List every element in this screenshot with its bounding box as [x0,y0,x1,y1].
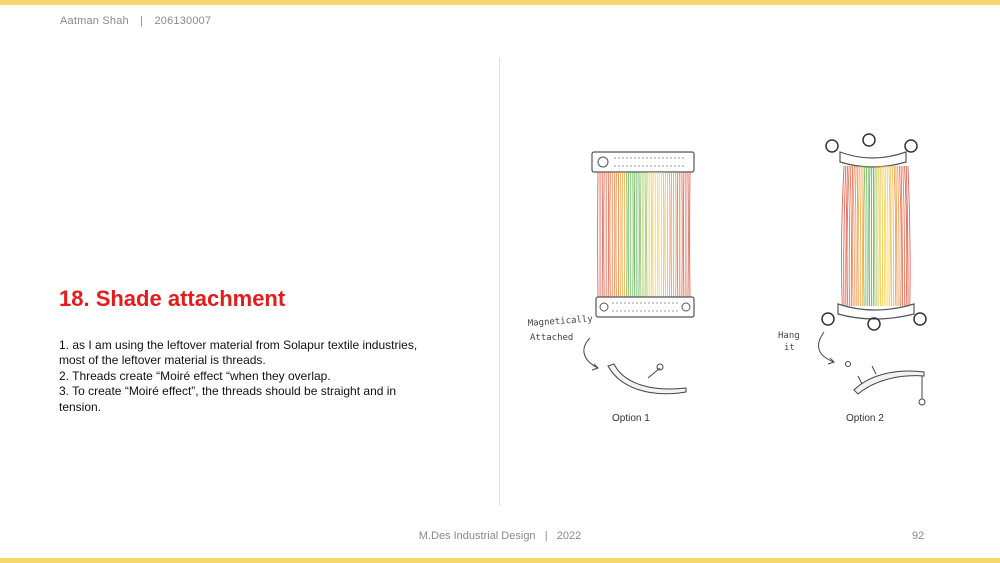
option2-hook [854,371,924,394]
option1-top-rail [592,152,694,172]
option2-bottom-ring [914,313,926,325]
option2-bottom-ring [822,313,834,325]
thread-strand [903,166,905,306]
option1-bottom-rail [596,297,694,317]
thread-strand [887,166,888,306]
option2-arrow [819,332,834,362]
thread-strand [894,166,896,306]
option1-label-line2: Attached [530,333,574,343]
option2-sketch [778,134,926,424]
option2-hook-ring [826,140,838,152]
bottom-accent-bar [0,558,1000,563]
thread-strand [869,166,870,306]
author-name: Aatman Shah [60,15,129,27]
thread-strand [866,166,867,306]
thread-strand [884,166,885,306]
option2-hook-ring [863,134,875,146]
note-item: 3. To create “Moiré effect”, the threads should be straight and in tension. [59,384,397,414]
thread-strand [891,166,892,306]
option1-caption: Option 1 [612,413,650,424]
thread-strand [857,166,858,306]
shade-sketch [510,120,980,430]
note-item: 1. as I am using the leftover material from Solapur textile industries, most of the leftover material is threads. [59,338,418,368]
thread-strand [864,166,865,306]
note-item: 2. Threads create “Moiré effect “when they overlap. [59,368,331,383]
top-accent-bar [0,0,1000,5]
header-separator: | [140,15,144,27]
option1-sketch [528,152,694,424]
header [60,15,211,27]
thread-strand [898,166,899,306]
vertical-divider [499,58,500,506]
thread-strand [858,166,859,306]
thread-strand [862,166,863,306]
thread-strand [849,166,851,306]
student-id: 206130007 [154,15,212,27]
option2-top-rail [840,152,906,167]
option2-hook-ring [905,140,917,152]
option2-label-line1: Hang [778,331,800,341]
page-title: 18. Shade attachment [59,286,286,311]
notes-list [59,338,439,415]
thread-strand [879,166,880,306]
option2-bottom-ring [868,318,880,330]
option2-threads [842,166,911,306]
thread-strand [899,166,901,306]
option1-arrow [584,338,598,368]
thread-strand [853,166,855,306]
option1-hook [608,364,686,394]
option2-label-line2: it [784,343,795,353]
thread-strand [889,166,890,306]
footer: M.Des Industrial Design | 2022 [418,530,582,542]
thread-strand [860,166,861,306]
thread-strand [855,166,856,306]
option2-caption: Option 2 [846,413,884,424]
thread-strand [892,166,893,306]
option1-label-line1: Magnetically [527,314,594,329]
page-number: 92 [912,530,925,542]
option2-bottom-rail [838,304,914,319]
thread-strand [886,166,887,306]
option1-threads [598,172,690,297]
